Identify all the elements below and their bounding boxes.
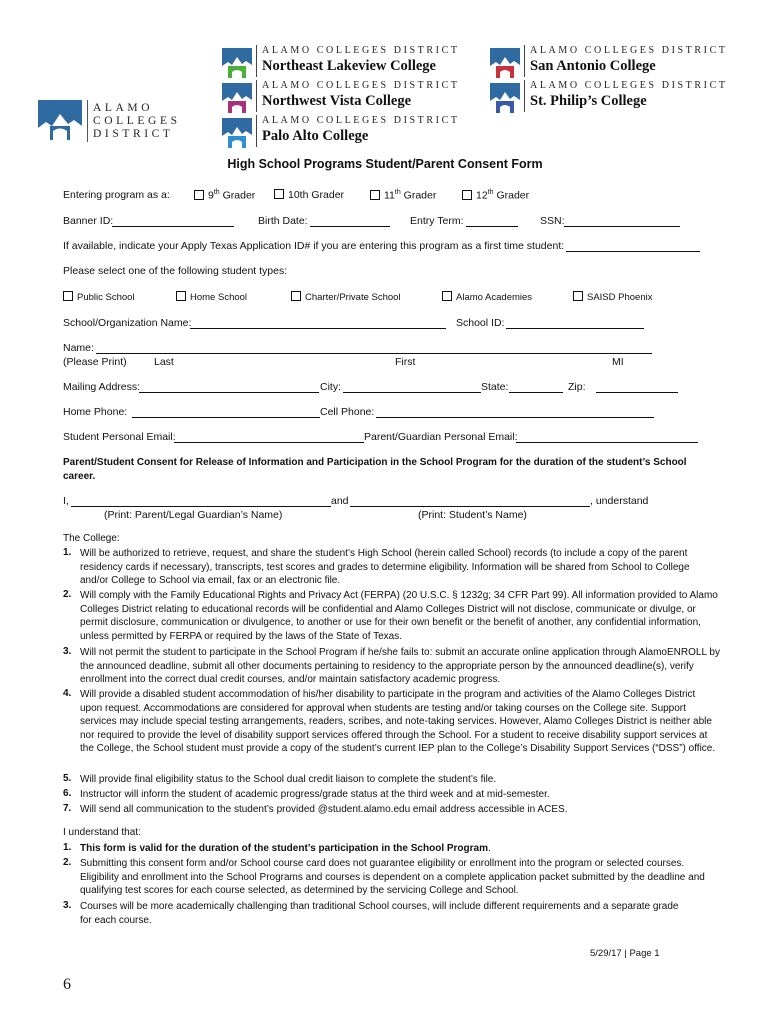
understand-item-3: Courses will be more academically challenging than traditional School courses, will include different requirements and a separate grade for each course. bbox=[80, 901, 679, 926]
student-email-field[interactable] bbox=[174, 442, 364, 443]
college-item-4: Will provide a disabled student accommodation of his/her disability to participate in the program and activities of the Alamo Colleges District upon request. Accommodations are considered for approval when students are testing and/or taking courses on the College site. Support services may include special testing arrangements, readers, scribes, and note-taking services. However, Alamo Colleges District is neither able nor required to provide the level of disability support services offered through the School. For a student to receive disability support services at the College, the School student must provide a copy of the student’s current IEP plan to the College’s Disability Support Services (“DSS”) office. bbox=[80, 689, 716, 755]
logo-divider bbox=[256, 80, 257, 112]
student-email-label: Student Personal Email: bbox=[63, 431, 176, 443]
type-alamo-academies[interactable]: Alamo Academies bbox=[442, 291, 532, 303]
college-heading: The College: bbox=[63, 533, 120, 544]
entering-program-label: Entering program as a: bbox=[63, 189, 170, 201]
checkbox-icon[interactable] bbox=[63, 291, 73, 301]
checkbox-icon[interactable] bbox=[462, 190, 472, 200]
college-name: Northwest Vista College bbox=[262, 93, 412, 109]
logo-divider bbox=[256, 115, 257, 147]
college-item-3: Will not permit the student to participate in the School Program if he/she fails to: submit an accurate online application through AlamoENROLL by the announced deadline, submit all other documents pertaining to residency to the appropriate person by the announced deadline(s), verify enrollment into the correct dual credit courses, and/or maintain satisfactory academic progress. bbox=[80, 647, 720, 686]
print-parent-caption: (Print: Parent/Legal Guardian’s Name) bbox=[104, 509, 283, 521]
district-label: ALAMO COLLEGES DISTRICT bbox=[262, 45, 460, 56]
college-item-6: Instructor will inform the student of academic progress/grade status at the third week and at mid-semester. bbox=[80, 789, 550, 800]
last-label: Last bbox=[154, 356, 174, 368]
list-number: 3. bbox=[63, 900, 72, 911]
district-label: ALAMO COLLEGES DISTRICT bbox=[530, 45, 728, 56]
footer-date-page: 5/29/17 | Page 1 bbox=[590, 948, 660, 959]
parent-name-field[interactable] bbox=[71, 506, 331, 507]
checkbox-icon[interactable] bbox=[176, 291, 186, 301]
district-logo-line-2: COLLEGES bbox=[93, 115, 181, 127]
district-label: ALAMO COLLEGES DISTRICT bbox=[262, 115, 460, 126]
logo-divider bbox=[256, 45, 257, 77]
college-item-1: Will be authorized to retrieve, request, and share the student’s High School (herein called School) records (to include a copy of the parent residency cards if necessary), transcripts, test scores and grades to determine eligibility. Information will be shared from School to College and/or College to School via email, fax or an electronic file. bbox=[80, 548, 690, 587]
ssn-label: SSN: bbox=[540, 215, 565, 227]
please-print-label: (Please Print) bbox=[63, 356, 127, 368]
banner-id-label: Banner ID: bbox=[63, 215, 114, 227]
name-label: Name: bbox=[63, 342, 94, 354]
list-number: 4. bbox=[63, 688, 72, 699]
grade-9-option[interactable]: 9th Grader bbox=[194, 189, 255, 202]
checkbox-icon[interactable] bbox=[291, 291, 301, 301]
banner-id-field[interactable] bbox=[112, 226, 234, 227]
grade-11-option[interactable]: 11th Grader bbox=[370, 189, 436, 202]
name-field[interactable] bbox=[96, 353, 652, 354]
print-student-caption: (Print: Student’s Name) bbox=[418, 509, 527, 521]
checkbox-icon[interactable] bbox=[370, 190, 380, 200]
college-name: San Antonio College bbox=[530, 58, 656, 74]
district-logo-line-1: ALAMO bbox=[93, 102, 154, 114]
logo-divider bbox=[524, 80, 525, 112]
college-name: Palo Alto College bbox=[262, 128, 369, 144]
parent-email-label: Parent/Guardian Personal Email: bbox=[364, 431, 518, 443]
list-number: 5. bbox=[63, 773, 72, 784]
type-charter-private[interactable]: Charter/Private School bbox=[291, 291, 401, 303]
college-item-7: Will send all communication to the student’s provided @student.alamo.edu email address accessible in ACES. bbox=[80, 804, 568, 815]
logo-divider bbox=[524, 45, 525, 77]
san-antonio-logo-icon bbox=[490, 46, 520, 80]
district-label: ALAMO COLLEGES DISTRICT bbox=[262, 80, 460, 91]
home-phone-field[interactable] bbox=[132, 417, 320, 418]
list-number: 2. bbox=[63, 589, 72, 600]
district-logo-line-3: DISTRICT bbox=[93, 128, 174, 140]
and-label: and bbox=[331, 495, 349, 507]
palo-alto-logo-icon bbox=[222, 116, 252, 150]
mailing-address-label: Mailing Address: bbox=[63, 381, 141, 393]
checkbox-icon[interactable] bbox=[442, 291, 452, 301]
cell-phone-label: Cell Phone: bbox=[320, 406, 375, 418]
zip-field[interactable] bbox=[596, 392, 678, 393]
understand-heading: I understand that: bbox=[63, 827, 141, 838]
ssn-field[interactable] bbox=[564, 226, 680, 227]
cell-phone-field[interactable] bbox=[376, 417, 654, 418]
birth-date-field[interactable] bbox=[310, 226, 390, 227]
list-number: 3. bbox=[63, 646, 72, 657]
list-number: 2. bbox=[63, 857, 72, 868]
list-number: 6. bbox=[63, 788, 72, 799]
state-label: State: bbox=[481, 381, 509, 393]
entry-term-field[interactable] bbox=[466, 226, 518, 227]
school-org-field[interactable] bbox=[190, 328, 446, 329]
school-id-field[interactable] bbox=[506, 328, 644, 329]
page-number: 6 bbox=[63, 976, 71, 993]
grade-12-option[interactable]: 12th Grader bbox=[462, 189, 529, 202]
birth-date-label: Birth Date: bbox=[258, 215, 308, 227]
city-label: City: bbox=[320, 381, 341, 393]
checkbox-icon[interactable] bbox=[194, 190, 204, 200]
college-item-2: Will comply with the Family Educational Rights and Privacy Act (FERPA) (20 U.S.C. § 1232g; 34 CFR Part 99). All information provided to Alamo Colleges District relating to educational records will be confidential and Alamo Colleges District will not disclose, communicate or divulge, or permit disclosure, communication or divulgence, to another or use for their own benefit or the benefit of another, any confidential information, unless permitted by FERPA or required by the laws of the State of Texas. bbox=[80, 590, 718, 642]
mi-label: MI bbox=[612, 356, 624, 368]
college-item-5: Will provide final eligibility status to the School dual credit liaison to complete the student’s file. bbox=[80, 774, 497, 785]
list-number: 1. bbox=[63, 547, 72, 558]
school-id-label: School ID: bbox=[456, 317, 505, 329]
college-name: St. Philip’s College bbox=[530, 93, 647, 109]
northwest-vista-logo-icon bbox=[222, 81, 252, 115]
understand-label: , understand bbox=[590, 495, 649, 507]
student-name-field[interactable] bbox=[350, 506, 590, 507]
city-field[interactable] bbox=[343, 392, 481, 393]
understand-item-2: Submitting this consent form and/or School course card does not guarantee eligibility or enrollment into the program or selected courses. Eligibility and enrollment into the School Programs and courses is dependent on a complete application packet submitted by the deadline and qualifying test scores for each course selected, as determined by the servicing College and School. bbox=[80, 858, 705, 897]
state-field[interactable] bbox=[509, 392, 563, 393]
checkbox-icon[interactable] bbox=[274, 189, 284, 199]
form-title: High School Programs Student/Parent Consent Form bbox=[227, 157, 543, 171]
district-label: ALAMO COLLEGES DISTRICT bbox=[530, 80, 728, 91]
apply-texas-label: If available, indicate your Apply Texas Application ID# if you are entering this program as a first time student: bbox=[63, 240, 565, 252]
northeast-lakeview-logo-icon bbox=[222, 46, 252, 80]
school-org-label: School/Organization Name: bbox=[63, 317, 192, 329]
zip-label: Zip: bbox=[568, 381, 586, 393]
consent-heading: Parent/Student Consent for Release of Information and Participation in the School Program for the duration of the student’s School career. bbox=[63, 457, 687, 482]
checkbox-icon[interactable] bbox=[573, 291, 583, 301]
college-name: Northeast Lakeview College bbox=[262, 58, 436, 74]
first-label: First bbox=[395, 356, 416, 368]
list-number: 7. bbox=[63, 803, 72, 814]
type-public-school[interactable]: Public School bbox=[63, 291, 135, 303]
apply-texas-field[interactable] bbox=[566, 251, 700, 252]
i-label: I, bbox=[63, 495, 69, 507]
st-philips-logo-icon bbox=[490, 81, 520, 115]
alamo-district-icon bbox=[38, 100, 82, 144]
understand-item-1: This form is valid for the duration of the student’s participation in the School Program. bbox=[80, 843, 491, 854]
mailing-address-field[interactable] bbox=[139, 392, 319, 393]
parent-email-field[interactable] bbox=[516, 442, 698, 443]
type-saisd-phoenix[interactable]: SAISD Phoenix bbox=[573, 291, 652, 303]
home-phone-label: Home Phone: bbox=[63, 406, 128, 418]
type-home-school[interactable]: Home School bbox=[176, 291, 247, 303]
entry-term-label: Entry Term: bbox=[410, 215, 464, 227]
list-number: 1. bbox=[63, 842, 72, 853]
student-types-prompt: Please select one of the following student types: bbox=[63, 265, 288, 277]
grade-10-option[interactable]: 10th Grader bbox=[274, 189, 344, 201]
